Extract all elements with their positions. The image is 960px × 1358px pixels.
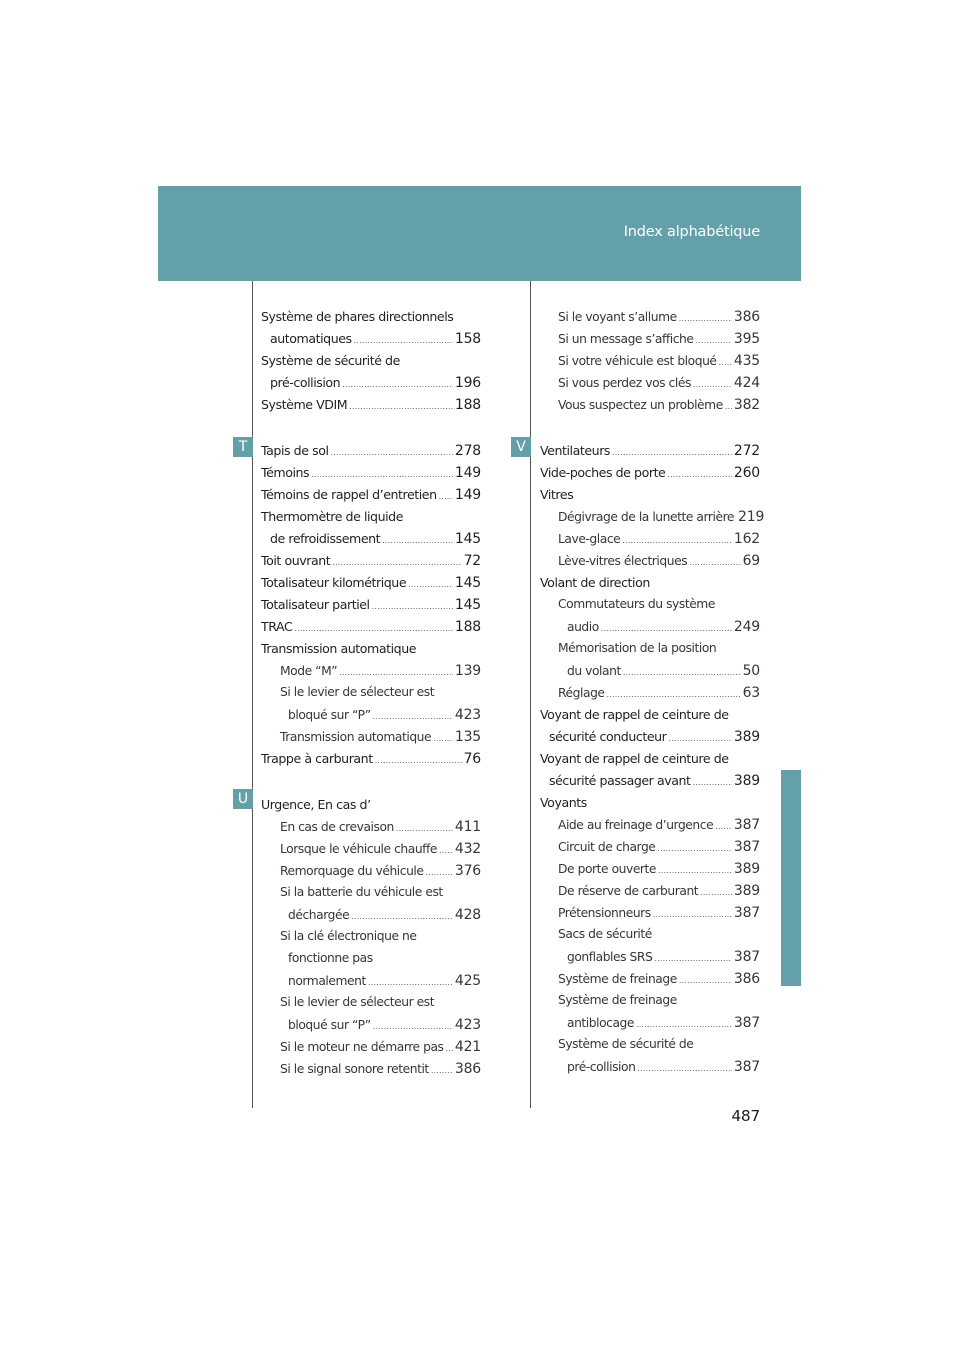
index-entry-term: Voyant de rappel de ceinture de [540, 707, 729, 722]
index-entry-term: Remorquage du véhicule [280, 864, 424, 878]
index-entry [567, 1015, 760, 1031]
dot-leader [715, 823, 732, 831]
index-entry [540, 487, 760, 502]
index-entry [567, 619, 760, 635]
dot-leader [354, 337, 453, 345]
index-entry-term: antiblocage [567, 1016, 635, 1030]
index-entry [558, 839, 760, 855]
dot-leader [439, 493, 453, 501]
index-entry-term: audio [567, 620, 599, 634]
index-entry-page: 158 [454, 331, 481, 347]
index-entry-term: sécurité passager avant [549, 773, 691, 788]
dot-leader [373, 1023, 453, 1031]
index-entry-term: Si le voyant s’allume [558, 310, 677, 324]
index-entry [270, 531, 481, 547]
index-entry-term: Si la batterie du véhicule est [280, 885, 443, 899]
index-entry [261, 751, 481, 767]
index-entry [280, 685, 481, 699]
index-entry [540, 707, 760, 722]
dot-leader [311, 471, 453, 479]
index-entry-page: 389 [733, 773, 760, 789]
index-entry [288, 907, 481, 923]
dot-leader [693, 381, 732, 389]
index-entry-page: 188 [454, 397, 481, 413]
index-entry-term: Circuit de charge [558, 840, 656, 854]
dot-leader [446, 1045, 453, 1053]
index-entry [540, 795, 760, 810]
index-entry-term: pré-collision [567, 1060, 636, 1074]
dot-leader [636, 1021, 732, 1029]
index-entry-page: 149 [454, 487, 481, 503]
dot-leader [637, 1065, 731, 1073]
index-entry-term: Si le signal sonore retentit [280, 1062, 429, 1076]
index-entry [261, 553, 481, 569]
index-entry [280, 1039, 481, 1055]
index-entry [549, 773, 760, 789]
divider-left [252, 281, 253, 1108]
index-entry-page: 260 [733, 465, 760, 481]
index-entry [558, 331, 760, 347]
dot-leader [368, 979, 453, 987]
index-entry-page: 387 [733, 817, 760, 833]
dot-leader [294, 625, 453, 633]
index-entry [567, 949, 760, 965]
page-number: 487 [731, 1107, 760, 1125]
index-entry-term: Système de sécurité de [261, 353, 400, 368]
index-entry-term: bloqué sur “P” [288, 708, 371, 722]
index-entry [261, 465, 481, 481]
dot-leader [431, 1067, 453, 1075]
index-entry-term: pré-collision [270, 375, 341, 390]
index-entry [280, 729, 481, 745]
index-entry-term: Lorsque le véhicule chauffe [280, 842, 438, 856]
index-entry-term: Toit ouvrant [261, 553, 331, 568]
dot-leader [372, 603, 453, 611]
index-entry-term: Si un message s’affiche [558, 332, 694, 346]
index-entry-term: Si le levier de sélecteur est [280, 995, 435, 1009]
dot-leader [607, 691, 741, 699]
index-entry-page: 76 [463, 751, 481, 767]
letter-tab-u: U [233, 789, 253, 809]
dot-leader [667, 471, 732, 479]
index-entry-page: 389 [733, 883, 760, 899]
index-entry-page: 386 [454, 1061, 481, 1077]
index-entry-term: Mode “M” [280, 664, 338, 678]
index-entry-term: du volant [567, 664, 621, 678]
index-entry [261, 619, 481, 635]
index-entry-term: Si le moteur ne démarre pas [280, 1040, 444, 1054]
index-entry-term: Si le levier de sélecteur est [280, 685, 435, 699]
index-entry [558, 509, 765, 525]
dot-leader [696, 337, 732, 345]
index-entry-term: automatiques [270, 331, 352, 346]
index-entry-page: 376 [454, 863, 481, 879]
index-entry-page: 135 [454, 729, 481, 745]
index-entry-page: 428 [454, 907, 481, 923]
dot-leader [668, 735, 731, 743]
index-entry [540, 465, 760, 481]
index-entry [261, 397, 481, 413]
index-entry-term: Système de phares directionnels [261, 309, 454, 324]
index-entry [558, 905, 760, 921]
index-entry-page: 424 [733, 375, 760, 391]
index-entry [558, 993, 760, 1007]
dot-leader [689, 559, 740, 567]
index-entry [280, 885, 481, 899]
index-entry-term: gonflables SRS [567, 950, 653, 964]
index-entry [270, 375, 481, 391]
index-entry [558, 397, 760, 413]
index-entry [567, 663, 760, 679]
index-entry [558, 531, 760, 547]
chapter-side-tab [781, 770, 801, 986]
index-entry-page: 69 [742, 553, 760, 569]
index-entry-page: 145 [454, 531, 481, 547]
index-entry [540, 443, 760, 459]
index-entry-term: Lève-vitres électriques [558, 554, 688, 568]
dot-leader [679, 977, 732, 985]
index-entry-page: 196 [454, 375, 481, 391]
index-entry-page: 389 [733, 729, 760, 745]
dot-leader [349, 403, 453, 411]
index-entry-term: Vous suspectez un problème [558, 398, 723, 412]
index-entry-term: Système de freinage [558, 993, 677, 1007]
index-entry [558, 353, 760, 369]
index-entry-term: de refroidissement [270, 531, 381, 546]
index-entry [280, 819, 481, 835]
letter-tab-t: T [233, 437, 253, 457]
index-entry [261, 509, 481, 524]
index-entry-term: Thermomètre de liquide [261, 509, 404, 524]
index-entry [288, 973, 481, 989]
index-entry-page: 272 [733, 443, 760, 459]
index-entry [280, 841, 481, 857]
index-entry-term: En cas de crevaison [280, 820, 394, 834]
index-entry-term: Totalisateur kilométrique [261, 575, 407, 590]
index-entry [280, 1061, 481, 1077]
index-entry [261, 443, 481, 459]
index-entry-page: 411 [454, 819, 481, 835]
index-entry-page: 423 [454, 707, 481, 723]
index-entry-page: 145 [454, 597, 481, 613]
index-entry-term: Vide-poches de porte [540, 465, 666, 480]
index-entry [558, 927, 760, 941]
header-band [158, 186, 801, 281]
index-entry-page: 387 [733, 905, 760, 921]
index-entry [558, 553, 760, 569]
index-entry-page: 162 [733, 531, 760, 547]
dot-leader [679, 315, 732, 323]
index-entry [558, 1037, 760, 1051]
letter-tab-v: V [511, 437, 531, 457]
index-entry-page: 423 [454, 1017, 481, 1033]
dot-leader [332, 559, 461, 567]
dot-leader [700, 889, 732, 897]
index-entry-page: 387 [733, 1059, 760, 1075]
index-entry-page: 219 [738, 509, 765, 525]
index-entry [261, 353, 481, 368]
index-entry-page: 395 [733, 331, 760, 347]
index-entry-page: 425 [454, 973, 481, 989]
index-entry-page: 63 [742, 685, 760, 701]
dot-leader [342, 381, 453, 389]
dot-leader [612, 449, 732, 457]
index-entry-term: Dégivrage de la lunette arrière [558, 510, 735, 524]
dot-leader [396, 825, 453, 833]
index-entry-term: Vitres [540, 487, 574, 502]
index-entry-term: Système VDIM [261, 397, 348, 412]
index-entry-term: Aide au freinage d’urgence [558, 818, 714, 832]
index-entry [288, 1017, 481, 1033]
index-entry-page: 139 [454, 663, 481, 679]
index-entry-term: De réserve de carburant [558, 884, 699, 898]
index-entry [261, 797, 481, 812]
index-entry-term: déchargée [288, 908, 350, 922]
index-entry-term: De porte ouverte [558, 862, 657, 876]
dot-leader [693, 779, 732, 787]
index-entry-page: 387 [733, 1015, 760, 1031]
index-entry-term: Système de sécurité de [558, 1037, 694, 1051]
index-entry [280, 663, 481, 679]
index-entry-term: Urgence, En cas d’ [261, 797, 371, 812]
divider-middle [530, 281, 531, 1108]
index-entry [261, 597, 481, 613]
dot-leader [623, 669, 741, 677]
dot-leader [657, 845, 731, 853]
index-entry-term: TRAC [261, 619, 293, 634]
index-entry-page: 50 [742, 663, 760, 679]
index-entry [261, 309, 481, 324]
index-entry [558, 685, 760, 701]
dot-leader [426, 869, 453, 877]
index-entry-page: 435 [733, 353, 760, 369]
index-entry-page: 389 [733, 861, 760, 877]
index-entry-term: Mémorisation de la position [558, 641, 717, 655]
dot-leader [658, 867, 732, 875]
index-entry-term: sécurité conducteur [549, 729, 667, 744]
index-entry-page: 249 [733, 619, 760, 635]
index-entry-page: 188 [454, 619, 481, 635]
index-entry-term: Réglage [558, 686, 605, 700]
index-entry-page: 72 [463, 553, 481, 569]
index-entry-term: Voyant de rappel de ceinture de [540, 751, 729, 766]
index-entry-term: Témoins [261, 465, 310, 480]
index-entry-term: Totalisateur partiel [261, 597, 370, 612]
index-entry-term: Prétensionneurs [558, 906, 651, 920]
dot-leader [331, 449, 453, 457]
index-entry-term: Commutateurs du système [558, 597, 715, 611]
index-entry-page: 149 [454, 465, 481, 481]
dot-leader [725, 403, 732, 411]
index-entry [540, 575, 760, 590]
dot-leader [601, 625, 732, 633]
index-entry-term: Trappe à carburant [261, 751, 373, 766]
index-entry-page: 386 [733, 309, 760, 325]
index-entry-term: Sacs de sécurité [558, 927, 652, 941]
dot-leader [408, 581, 453, 589]
index-entry [558, 861, 760, 877]
index-entry [261, 487, 481, 503]
index-entry-term: Témoins de rappel d’entretien [261, 487, 437, 502]
index-entry [270, 331, 481, 347]
index-entry-term: bloqué sur “P” [288, 1018, 371, 1032]
dot-leader [654, 955, 732, 963]
index-entry [558, 309, 760, 325]
index-entry [558, 971, 760, 987]
dot-leader [653, 911, 732, 919]
index-entry-term: Transmission automatique [280, 730, 432, 744]
index-entry [558, 597, 760, 611]
dot-leader [373, 713, 453, 721]
index-entry-page: 421 [454, 1039, 481, 1055]
index-entry [558, 883, 760, 899]
index-entry-page: 387 [733, 949, 760, 965]
index-entry-term: Système de freinage [558, 972, 677, 986]
index-entry [567, 1059, 760, 1075]
index-entry [288, 951, 481, 965]
index-entry-term: Transmission automatique [261, 641, 417, 656]
index-entry-term: Si votre véhicule est bloqué [558, 354, 717, 368]
index-entry-term: Volant de direction [540, 575, 650, 590]
index-entry-page: 278 [454, 443, 481, 459]
dot-leader [622, 537, 732, 545]
dot-leader [351, 913, 453, 921]
index-entry-term: Lave-glace [558, 532, 621, 546]
index-entry-term: fonctionne pas [288, 951, 373, 965]
index-entry [549, 729, 760, 745]
index-entry-term: Ventilateurs [540, 443, 611, 458]
index-entry-page: 386 [733, 971, 760, 987]
index-entry-page: 382 [733, 397, 760, 413]
dot-leader [433, 735, 453, 743]
index-entry [280, 863, 481, 879]
index-entry-page: 145 [454, 575, 481, 591]
index-entry [540, 751, 760, 766]
index-entry [288, 707, 481, 723]
index-entry [261, 641, 481, 656]
index-entry-term: Si la clé électronique ne [280, 929, 417, 943]
index-entry [261, 575, 481, 591]
index-entry-term: Tapis de sol [261, 443, 329, 458]
index-entry-term: normalement [288, 974, 366, 988]
index-entry-page: 387 [733, 839, 760, 855]
dot-leader [719, 359, 732, 367]
index-entry-term: Si vous perdez vos clés [558, 376, 691, 390]
index-entry [558, 817, 760, 833]
index-entry-page: 432 [454, 841, 481, 857]
dot-leader [339, 669, 453, 677]
index-entry-term: Voyants [540, 795, 587, 810]
dot-leader [382, 537, 453, 545]
section-title: Index alphabétique [623, 224, 760, 240]
index-entry [558, 641, 760, 655]
index-entry [280, 995, 481, 1009]
dot-leader [375, 757, 462, 765]
index-entry [280, 929, 481, 943]
dot-leader [439, 847, 453, 855]
index-entry [558, 375, 760, 391]
